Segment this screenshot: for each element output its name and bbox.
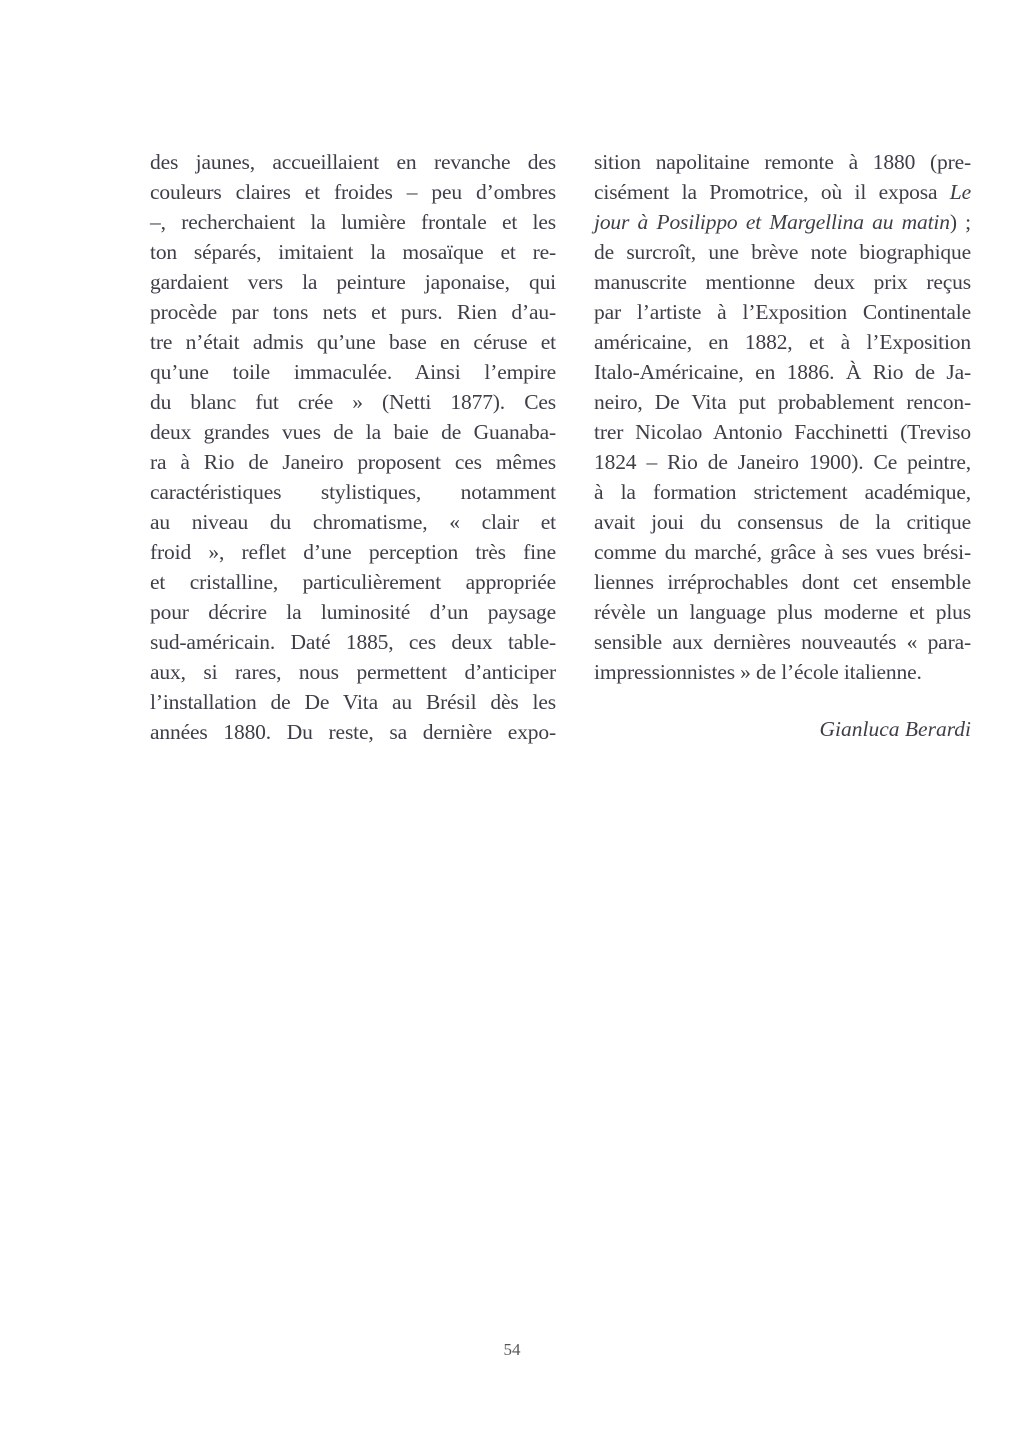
text-line: Italo-Américaine, en 1886. À Rio de Ja-: [594, 360, 971, 384]
text-line: caractéristiques stylistiques, notamment: [150, 480, 556, 504]
text-line: impressionnistes » de l’école italienne.: [594, 660, 922, 684]
text-line: [594, 177, 971, 207]
artwork-title-italic: Le: [949, 180, 971, 204]
text-line: de surcroît, une brève note biographique: [594, 240, 971, 264]
text-fragment: ) ;: [949, 210, 972, 234]
text-line: liennes irréprochables dont cet ensemble: [594, 570, 971, 594]
text-line: manuscrite mentionne deux prix reçus: [594, 270, 971, 294]
text-line: comme du marché, grâce à ses vues brési-: [594, 540, 971, 564]
text-line: procède par tons nets et purs. Rien d’au-: [150, 300, 556, 324]
text-line: deux grandes vues de la baie de Guanaba-: [150, 420, 556, 444]
text-line: trer Nicolao Antonio Facchinetti (Treviso: [594, 420, 971, 444]
text-line: 1824 – Rio de Janeiro 1900). Ce peintre,: [594, 450, 971, 474]
artwork-title-italic: jour à Posilippo et Margellina au matin: [594, 210, 950, 234]
text-line: –, recherchaient la lumière frontale et les: [150, 210, 556, 234]
text-line: par l’artiste à l’Exposition Continentale: [594, 300, 971, 324]
page-number: 54: [503, 1340, 521, 1359]
text-line: [594, 207, 971, 237]
text-line: ra à Rio de Janeiro proposent ces mêmes: [150, 450, 556, 474]
text-line: années 1880. Du reste, sa dernière expo-: [150, 720, 556, 744]
text-fragment: cisément la Promotrice, où il exposa: [594, 180, 950, 204]
text-line: et cristalline, particulièrement appropriée: [150, 570, 556, 594]
author-signature: Gianluca Berardi: [819, 717, 971, 741]
text-line: du blanc fut crée » (Netti 1877). Ces: [150, 390, 556, 414]
text-line: l’installation de De Vita au Brésil dès les: [150, 690, 556, 714]
text-line: qu’une toile immaculée. Ainsi l’empire: [150, 360, 556, 384]
text-line: des jaunes, accueillaient en revanche des: [150, 150, 556, 174]
text-line: sensible aux dernières nouveautés « para-: [594, 630, 971, 654]
text-line: ton séparés, imitaient la mosaïque et re-: [150, 240, 556, 264]
text-line: américaine, en 1882, et à l’Exposition: [594, 330, 971, 354]
text-line: sud-américain. Daté 1885, ces deux table-: [150, 630, 556, 654]
text-line: pour décrire la luminosité d’un paysage: [150, 600, 556, 624]
text-line: gardaient vers la peinture japonaise, qui: [150, 270, 556, 294]
text-line: avait joui du consensus de la critique: [594, 510, 971, 534]
text-line: révèle un language plus moderne et plus: [594, 600, 971, 624]
text-line: neiro, De Vita put probablement rencon-: [594, 390, 971, 414]
text-line: couleurs claires et froides – peu d’ombres: [150, 180, 556, 204]
text-line: tre n’était admis qu’une base en céruse et: [150, 330, 556, 354]
text-line: aux, si rares, nous permettent d’anticiper: [150, 660, 556, 684]
text-line: froid », reflet d’une perception très fine: [150, 540, 556, 564]
text-line: au niveau du chromatisme, « clair et: [150, 510, 556, 534]
right-text-column: [594, 147, 971, 687]
text-line: sition napolitaine remonte à 1880 (pre-: [594, 150, 971, 174]
left-text-column: [150, 147, 556, 747]
text-line: à la formation strictement académique,: [594, 480, 971, 504]
